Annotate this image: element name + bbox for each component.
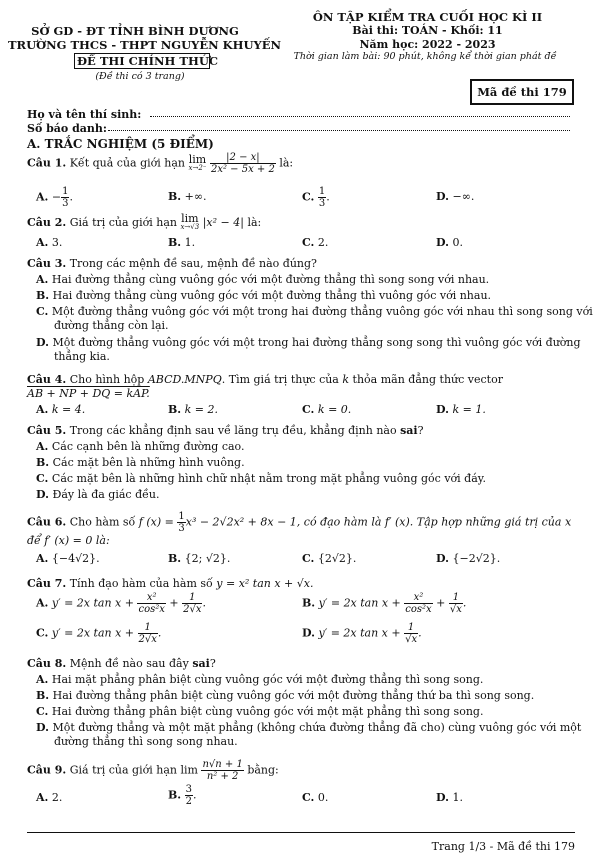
q1-label: Câu 1.	[27, 156, 67, 170]
q6-option-d[interactable]: D. {−2√2}.	[436, 552, 501, 565]
q9-option-a[interactable]: A. 2.	[36, 791, 63, 804]
q8-option-b[interactable]: B. Hai đường thẳng phân biệt cùng vuông góc với một đường thẳng thứ ba thì song song.	[36, 689, 535, 702]
q1-fraction: $\frac{|2 - x|}{\text{2x² − 5x + 2}}$	[210, 152, 275, 175]
q9-option-b[interactable]: B. $\frac{3}{2}$ .	[168, 784, 197, 807]
footer-divider	[27, 832, 575, 833]
question-9: Câu 9. Giá trị của giới hạn lim $\frac{n√n + 1}{\text{n² + 2}}$ bằng:	[27, 759, 279, 782]
q5-option-a[interactable]: A. Các cạnh bên là những đường cao.	[36, 440, 245, 453]
q2-option-a[interactable]: A. 3.	[36, 236, 63, 249]
q5-option-c[interactable]: C. Các mặt bên là những hình chữ nhật nằm trong mặt phẳng vuông góc với đáy.	[36, 472, 487, 485]
q4-option-b[interactable]: B. k = 2.	[168, 403, 219, 416]
q2-option-c[interactable]: C. 2.	[302, 236, 329, 249]
official-exam-box: ĐỀ THI CHÍNH THỨC	[74, 53, 210, 69]
school-year: Năm học: 2022 - 2023	[359, 38, 496, 51]
question-2: Câu 2. Giá trị của giới hạn lim x→√3 |x² − 4| là:	[27, 212, 262, 231]
q3-option-d[interactable]: D. Một đường thẳng vuông góc với một trong hai đường thẳng song song thì vuông góc với đường	[36, 336, 581, 349]
q6-option-c[interactable]: C. {2√2}.	[302, 552, 357, 565]
question-1: Câu 1. Kết quả của giới hạn lim x→2⁻ $\frac{|2 - x|}{\text{2x² − 5x + 2}}$ là:	[27, 152, 294, 175]
department-name: SỞ GD - ĐT TỈNH BÌNH DƯƠNG	[31, 24, 239, 38]
time-note: Thời gian làm bài: 90 phút, không kể thời gian phát đề	[293, 51, 557, 62]
q3-option-d-cont: thẳng kia.	[54, 350, 110, 363]
student-name-field[interactable]	[150, 116, 570, 117]
q5-option-b[interactable]: B. Các mặt bên là những hình vuông.	[36, 456, 245, 469]
q3-option-b[interactable]: B. Hai đường thẳng cùng vuông góc với một đường thẳng thì vuông góc với nhau.	[36, 289, 492, 302]
q5-option-d[interactable]: D. Đáy là đa giác đều.	[36, 488, 160, 501]
question-6-cont: để f′ (x) = 0 là:	[27, 534, 110, 547]
q1-option-b[interactable]: B. +∞.	[168, 190, 207, 203]
q7-option-b[interactable]: B. y′ = 2x tan x + $\frac{\text{x²}}{\text{cos²x}}$ + $\frac{1}{√x}$ .	[302, 592, 467, 615]
exam-code-box: Mã đề thi 179	[470, 79, 574, 105]
student-name-label: Họ và tên thí sinh:	[27, 108, 142, 121]
footer-page: Trang 1/3 - Mã đề thi 179	[431, 840, 575, 853]
q4-option-d[interactable]: D. k = 1.	[436, 403, 486, 416]
q9-option-d[interactable]: D. 1.	[436, 791, 463, 804]
subject: Bài thi: TOÁN - Khối: 11	[352, 24, 503, 37]
q9-option-c[interactable]: C. 0.	[302, 791, 329, 804]
q7-option-c[interactable]: C. y′ = 2x tan x + $\frac{1}{2√x}$ .	[36, 622, 162, 645]
q1-option-c[interactable]: C. $\frac{1}{3}$ .	[302, 186, 330, 209]
q4-option-a[interactable]: A. k = 4.	[36, 403, 86, 416]
q2-option-b[interactable]: B. 1.	[168, 236, 196, 249]
q2-limit: lim x→√3	[180, 212, 200, 231]
school-name: TRƯỜNG THCS - THPT NGUYỄN KHUYẾN	[8, 38, 282, 52]
q2-option-d[interactable]: D. 0.	[436, 236, 463, 249]
student-id-field[interactable]	[108, 130, 570, 131]
q6-option-b[interactable]: B. {2; √2}.	[168, 552, 231, 565]
question-5: Câu 5. Trong các khẳng định sau về lăng trụ đều, khẳng định nào sai?	[27, 424, 424, 437]
pages-note: (Đề thi có 3 trang)	[95, 71, 185, 82]
question-3: Câu 3. Trong các mệnh đề sau, mệnh đề nào đúng?	[27, 257, 317, 270]
question-8: Câu 8. Mệnh đề nào sau đây sai?	[27, 657, 216, 670]
question-7: Câu 7. Tính đạo hàm của hàm số y = x² tan x + √x.	[27, 577, 314, 590]
q6-option-a[interactable]: A. {−4√2}.	[36, 552, 100, 565]
q3-option-c[interactable]: C. Một đường thẳng vuông góc với một trong hai đường thẳng vuông góc với nhau thì song song với	[36, 305, 593, 318]
exam-title: ÔN TẬP KIỂM TRA CUỐI HỌC KÌ II	[312, 10, 543, 24]
q8-option-d[interactable]: D. Một đường thẳng và một mặt phẳng (không chứa đường thẳng đã cho) cùng vuông góc với một	[36, 721, 582, 734]
q4-option-c[interactable]: C. k = 0.	[302, 403, 352, 416]
student-id-label: Số báo danh:	[27, 122, 107, 135]
q4-vector-equation: AB + NP + DQ = kAP.	[27, 387, 150, 400]
q7-option-d[interactable]: D. y′ = 2x tan x + $\frac{1}{√x}$ .	[302, 622, 422, 645]
q3-option-a[interactable]: A. Hai đường thẳng cùng vuông góc với một đường thẳng thì song song với nhau.	[36, 273, 490, 286]
question-4: Câu 4. Cho hình hộp ABCD.MNPQ. Tìm giá trị thực của k thỏa mãn đẳng thức vector	[27, 373, 503, 386]
q8-option-a[interactable]: A. Hai mặt phẳng phân biệt cùng vuông góc với một đường thẳng thì song song.	[36, 673, 484, 686]
q3-option-c-cont: đường thẳng còn lại.	[54, 319, 169, 332]
section-a-title: A. TRẮC NGHIỆM (5 ĐIỂM)	[27, 137, 214, 151]
q1-limit: lim x→2⁻	[188, 152, 207, 172]
q8-option-d-cont: đường thẳng thì song song nhau.	[54, 735, 238, 748]
q1-option-a[interactable]: A. − $\frac{1}{3}$ .	[36, 186, 73, 209]
question-6: Câu 6. Cho hàm số f (x) = $\frac{1}{3}$ x³ − 2√2x² + 8x − 1, có đạo hàm là f′ (x). Tập hợp những giá trị của x	[27, 511, 572, 534]
q7-option-a[interactable]: A. y′ = 2x tan x + $\frac{\text{x²}}{\text{cos²x}}$ + $\frac{1}{2√x}$ .	[36, 592, 206, 615]
q8-option-c[interactable]: C. Hai đường thẳng phân biệt cùng vuông góc với một mặt phẳng thì song song.	[36, 705, 484, 718]
q1-option-d[interactable]: D. −∞.	[436, 190, 475, 203]
